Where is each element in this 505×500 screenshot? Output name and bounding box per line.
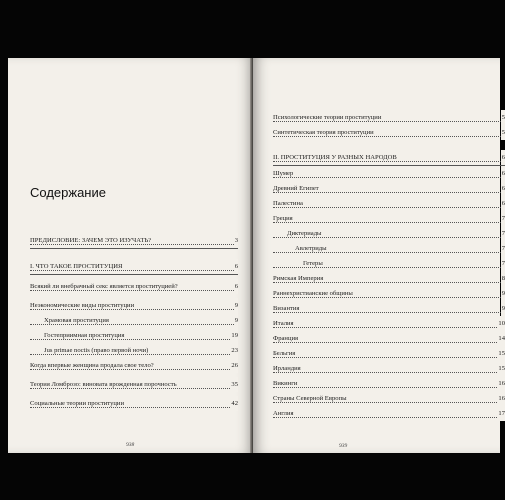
toc-entry — [273, 301, 505, 316]
toc-entry-page: 42 — [230, 396, 238, 411]
toc-entry-part-2 — [273, 150, 505, 166]
toc-entry-label: Страны Северной Европы — [273, 395, 347, 402]
toc-entry — [273, 391, 505, 406]
toc-entry-page: 7 — [501, 226, 505, 241]
toc-entry-label: Франция — [273, 335, 299, 342]
toc-entry — [273, 346, 505, 361]
toc-entry-label: Италия — [273, 320, 294, 327]
right-toc — [273, 110, 505, 421]
left-toc — [30, 233, 238, 411]
toc-entry — [273, 241, 505, 256]
toc-entry-label: Греция — [273, 215, 293, 222]
toc-entry-page: 16 — [497, 376, 505, 391]
toc-entry-page: 7 — [501, 211, 505, 226]
toc-entry-page: 9 — [234, 298, 238, 313]
toc-entry-label: Всякий ли внебрачный секс является проституцией? — [30, 283, 178, 290]
toc-entry-label: II. ПРОСТИТУЦИЯ У РАЗНЫХ НАРОДОВ — [273, 154, 397, 161]
toc-entry — [30, 313, 238, 328]
toc-entry-page: 7 — [501, 256, 505, 271]
toc-entry-page: 15 — [497, 346, 505, 361]
toc-entry-page: 19 — [230, 328, 238, 343]
toc-entry — [30, 358, 238, 373]
toc-entry — [273, 256, 505, 271]
toc-entry — [273, 211, 505, 226]
toc-entry-preface — [30, 233, 238, 249]
toc-entry-page: 14 — [497, 331, 505, 346]
toc-entry-label: ПРЕДИСЛОВИЕ: ЗАЧЕМ ЭТО ИЗУЧАТЬ? — [30, 237, 152, 244]
toc-entry — [273, 166, 505, 181]
toc-entry-page: 17 — [497, 406, 505, 421]
toc-entry-page: 5 — [501, 125, 505, 140]
toc-entry — [30, 279, 238, 294]
page-number: 938 — [126, 442, 135, 448]
toc-entry — [273, 110, 505, 125]
toc-entry — [30, 396, 238, 411]
toc-entry-label: Древний Египет — [273, 185, 319, 192]
toc-entry-page: 6 — [501, 150, 505, 165]
right-page — [253, 58, 505, 453]
toc-entry — [273, 376, 505, 391]
toc-entry-page: 9 — [234, 313, 238, 328]
toc-entry — [273, 226, 505, 241]
toc-entry — [273, 406, 505, 421]
left-page — [8, 58, 253, 453]
toc-entry-label: Авлетриды — [295, 245, 327, 252]
toc-entry-label: Психологические теории проституции — [273, 114, 382, 121]
page-number: 939 — [339, 443, 348, 449]
toc-entry-label: Неэкономические виды проституции — [30, 302, 135, 309]
toc-entry-page: 26 — [230, 358, 238, 373]
toc-entry-page: 6 — [501, 196, 505, 211]
toc-entry-label: Викинги — [273, 380, 298, 387]
toc-entry-page: 9 — [501, 301, 505, 316]
toc-entry-label: Палестина — [273, 200, 303, 207]
toc-entry-page: 5 — [501, 110, 505, 125]
toc-entry-page: 15 — [497, 361, 505, 376]
contents-heading: Содержание — [30, 185, 106, 200]
toc-entry-label: Теория Ломброзо: виновата врожденная порочность — [30, 381, 177, 388]
toc-entry-label: Бельгия — [273, 350, 296, 357]
toc-entry-page: 3 — [234, 233, 238, 248]
toc-entry-page: 9 — [501, 286, 505, 301]
toc-entry — [273, 271, 505, 286]
toc-entry-page: 35 — [230, 377, 238, 392]
toc-entry-label: Римская Империя — [273, 275, 324, 282]
toc-entry-label: Когда впервые женщина продала свое тело? — [30, 362, 154, 369]
toc-entry-label: Раннехристианские общины — [273, 290, 353, 297]
toc-entry — [273, 361, 505, 376]
toc-entry-label: Гостеприимная проституция — [44, 332, 125, 339]
toc-entry-label: Англия — [273, 410, 294, 417]
toc-entry — [273, 125, 505, 140]
toc-entry — [30, 343, 238, 358]
toc-entry — [273, 316, 505, 331]
toc-entry-page: 23 — [230, 343, 238, 358]
toc-entry-label: Византия — [273, 305, 300, 312]
toc-entry — [30, 328, 238, 343]
toc-entry-page: 6 — [501, 181, 505, 196]
toc-entry-page: 6 — [501, 166, 505, 181]
toc-entry — [273, 196, 505, 211]
toc-entry-page: 10 — [497, 316, 505, 331]
toc-entry — [30, 377, 238, 392]
toc-entry-label: Jus primae noctis (право первой ночи) — [44, 347, 149, 354]
toc-entry-page: 6 — [234, 279, 238, 294]
toc-entry-label: Синтетическая теория проституции — [273, 129, 374, 136]
toc-entry-label: Храмовая проституция — [44, 317, 109, 324]
toc-entry-label: Ирландия — [273, 365, 301, 372]
toc-entry-part-1 — [30, 259, 238, 275]
toc-entry-page: 8 — [501, 271, 505, 286]
toc-entry-page: 16 — [497, 391, 505, 406]
toc-entry-label: Диктериады — [287, 230, 322, 237]
toc-entry-page: 7 — [501, 241, 505, 256]
toc-entry-page: 6 — [234, 259, 238, 274]
toc-entry-label: Шумер — [273, 170, 294, 177]
toc-entry-label: Гетеры — [303, 260, 323, 267]
toc-entry-label: Социальные теории проституции — [30, 400, 124, 407]
toc-entry-label: I. ЧТО ТАКОЕ ПРОСТИТУЦИЯ — [30, 263, 123, 270]
toc-entry — [273, 286, 505, 301]
toc-entry — [273, 181, 505, 196]
toc-entry — [30, 298, 238, 313]
toc-entry — [273, 331, 505, 346]
